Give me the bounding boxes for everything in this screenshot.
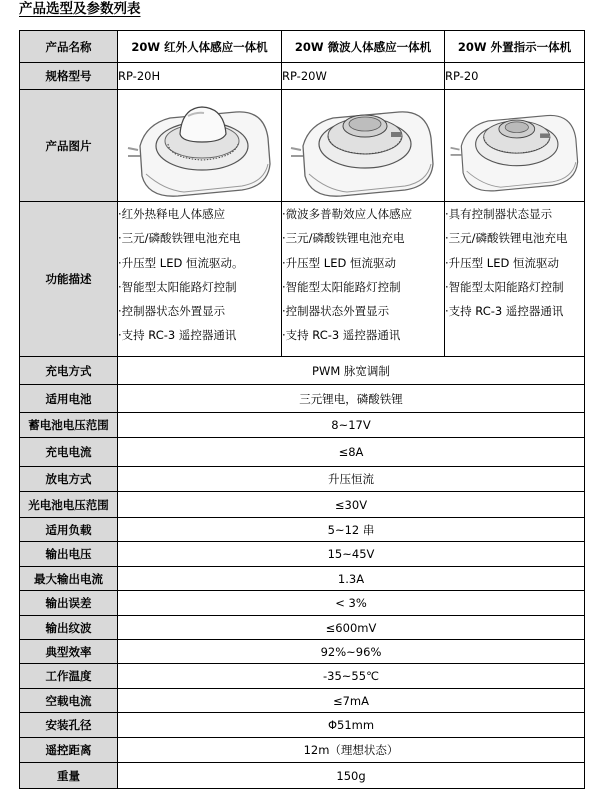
feature-item: ·支持 RC-3 遥控器通讯 [282,328,401,343]
param-row [20,567,585,591]
page-title: 产品选型及参数列表 [19,1,141,17]
image-label: 产品图片 [20,90,118,202]
param-value: 1.3A [118,567,585,591]
feature-item: ·智能型太阳能路灯控制 [282,279,401,294]
header-label: 产品名称 [20,31,118,63]
param-value: ≤30V [118,492,585,518]
param-label: 安装孔径 [20,713,118,738]
param-row [20,467,585,492]
feature-item: ·三元/磷酸铁锂电池充电 [445,231,568,246]
feature-item: ·三元/磷酸铁锂电池充电 [118,231,241,246]
param-label: 适用电池 [20,385,118,413]
feature-item: ·支持 RC-3 遥控器通讯 [445,304,564,319]
param-row [20,385,585,413]
param-value: 升压恒流 [118,467,585,492]
param-value: Φ51mm [118,713,585,738]
spec-table [19,30,585,789]
feature-item: ·升压型 LED 恒流驱动。 [118,255,244,270]
feature-item: ·升压型 LED 恒流驱动 [282,255,396,270]
param-value: 12m（理想状态） [118,738,585,763]
param-value: ≤600mV [118,616,585,640]
product-name-3: 20W 外置指示一体机 [445,31,585,63]
feature-item: ·支持 RC-3 遥控器通讯 [118,328,237,343]
product-name-1: 20W 红外人体感应一体机 [118,31,282,63]
param-label: 充电方式 [20,357,118,385]
param-value: ≤8A [118,438,585,467]
param-label: 最大输出电流 [20,567,118,591]
param-row [20,518,585,542]
param-label: 工作温度 [20,664,118,689]
param-row [20,713,585,738]
model-label: 规格型号 [20,63,118,90]
feature-list-1 [118,202,282,357]
feature-item: ·红外热释电人体感应 [118,207,226,221]
model-value-3: RP-20 [445,63,585,90]
model-value-2: RP-20W [282,63,445,90]
feature-label: 功能描述 [20,202,118,357]
param-value: ≤7mA [118,689,585,713]
feature-item: ·智能型太阳能路灯控制 [445,279,564,294]
param-row [20,438,585,467]
param-row [20,616,585,640]
param-value: 8~17V [118,413,585,438]
param-label: 光电池电压范围 [20,492,118,518]
param-label: 输出纹波 [20,616,118,640]
image-row [20,90,585,202]
header-row [20,31,585,63]
feature-item: ·微波多普勒效应人体感应 [282,207,413,221]
model-value-1: RP-20H [118,63,282,90]
param-value: 150g [118,763,585,789]
param-value: PWM 脉宽调制 [118,357,585,385]
param-row [20,542,585,567]
param-label: 典型效率 [20,640,118,664]
param-label: 空载电流 [20,689,118,713]
feature-item: ·升压型 LED 恒流驱动 [445,255,559,270]
param-row [20,664,585,689]
param-row [20,357,585,385]
feature-list-3 [445,202,585,357]
param-value: 三元锂电，磷酸铁锂 [118,385,585,413]
param-label: 适用负载 [20,518,118,542]
param-label: 充电电流 [20,438,118,467]
feature-list-2 [282,202,445,357]
param-row [20,413,585,438]
param-row [20,492,585,518]
param-label: 输出电压 [20,542,118,567]
param-label: 遥控距离 [20,738,118,763]
feature-row [20,202,585,357]
param-value: 15~45V [118,542,585,567]
product-name-2: 20W 微波人体感应一体机 [282,31,445,63]
param-label: 重量 [20,763,118,789]
param-value: < 3% [118,591,585,616]
feature-item: ·控制器状态外置显示 [118,304,226,319]
param-row [20,763,585,789]
param-label: 输出误差 [20,591,118,616]
pir-dome-lamp-image [124,94,276,198]
indicator-lamp-image [447,94,583,198]
param-label: 放电方式 [20,467,118,492]
model-row [20,63,585,90]
feature-item: ·智能型太阳能路灯控制 [118,279,237,294]
microwave-lamp-image [287,94,439,198]
feature-item: ·三元/磷酸铁锂电池充电 [282,231,405,246]
feature-item: ·控制器状态外置显示 [282,304,390,319]
feature-item: ·具有控制器状态显示 [445,207,553,221]
param-row [20,591,585,616]
param-value: 5~12 串 [118,518,585,542]
param-row [20,689,585,713]
param-row [20,640,585,664]
param-value: -35~55℃ [118,664,585,689]
param-label: 蓄电池电压范围 [20,413,118,438]
param-value: 92%~96% [118,640,585,664]
param-row [20,738,585,763]
